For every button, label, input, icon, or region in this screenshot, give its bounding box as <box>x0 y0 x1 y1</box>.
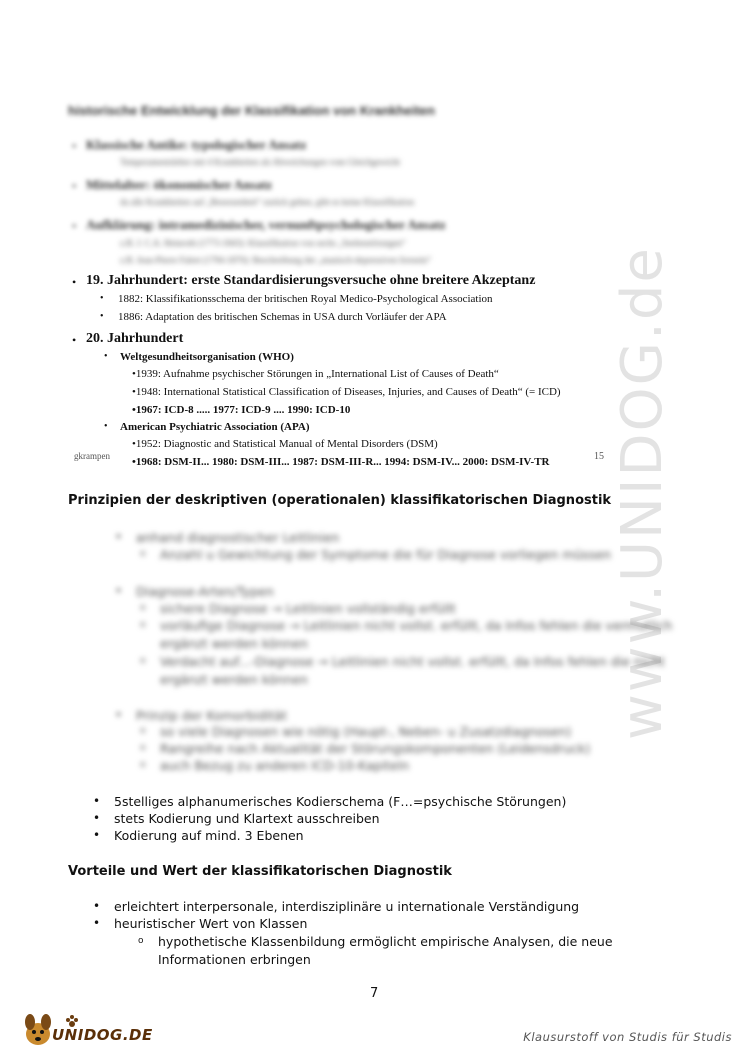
slide-subsubitem-text: 1968: DSM-II... 1980: DSM-III... 1987: DSM-III-R... 1994: DSM-IV... 2000: DSM-IV-TR <box>135 456 550 468</box>
slide-subitem: z.B. J. C.A. Heinroth (1773-1843): Klassifikation von sechs „Seelenstörungen“ <box>120 238 406 248</box>
slide-item: Klassische Antike: typologischer Ansatz <box>86 137 307 152</box>
slide-subsubitem: •1948: International Statistical Classification of Diseases, Injuries, and Causes of Death“ (= ICD) <box>132 386 561 398</box>
list-item: heuristischer Wert von Klassen <box>114 916 308 931</box>
sub-list-item: hypothetische Klassenbildung ermöglicht empirische Analysen, die neue <box>158 934 613 949</box>
slide-subsubitem-text: 1952: Diagnostic and Statistical Manual of Mental Disorders (DSM) <box>135 438 438 450</box>
bullet: • <box>72 333 77 347</box>
bullet: • <box>104 421 108 432</box>
bullet: • <box>93 916 101 930</box>
circle-bullet: o <box>140 743 146 753</box>
slide-subsubitem: •1967: ICD-8 ..... 1977: ICD-9 .... 1990: ICD-10 <box>132 404 351 416</box>
circle-bullet: o <box>140 726 146 736</box>
unidog-logo[interactable] <box>20 1010 160 1050</box>
bullet: • <box>72 275 77 289</box>
blurred-subitem-cont: ergänzt werden können <box>160 672 308 687</box>
slide-heading-20th: 20. Jahrhundert <box>86 331 184 346</box>
bullet: • <box>104 351 108 362</box>
circle-bullet: o <box>140 620 146 630</box>
list-item: Kodierung auf mind. 3 Ebenen <box>114 828 304 843</box>
sub-list-item-cont: Informationen erbringen <box>158 952 311 967</box>
footer-tagline: Klausurstoff von Studis für Studis <box>523 1030 732 1044</box>
blurred-subitem: Anzahl u Gewichtung der Symptome die für Diagnose vorliegen müssen <box>160 547 612 562</box>
slide-subsubitem-text: 1948: International Statistical Classification of Diseases, Injuries, and Causes of Death“ (= ICD) <box>135 386 561 398</box>
bullet: • <box>100 293 104 304</box>
slide-subsubitem: •1968: DSM-II... 1980: DSM-III... 1987: DSM-III-R... 1994: DSM-IV... 2000: DSM-IV-TR <box>132 456 550 468</box>
slide-apa: American Psychiatric Association (APA) <box>120 421 310 433</box>
list-item: erleichtert interpersonale, interdisziplinäre u internationale Verständigung <box>114 899 580 914</box>
blurred-subitem: so viele Diagnosen wie nötig (Haupt-, Neben- u Zusatzdiagnosen) <box>160 724 572 739</box>
blurred-subitem: Rangreihe nach Aktualität der Störungskomponenten (Leidensdruck) <box>160 741 591 756</box>
list-item: 5stelliges alphanumerisches Kodierschema (F…=psychische Störungen) <box>114 794 567 809</box>
blurred-subitem-cont: ergänzt werden können <box>160 636 308 651</box>
blurred-subitem: Verdacht auf...-Diagnose → Leitlinien nicht vollst. erfüllt, da Infos fehlen die nicht <box>160 654 665 669</box>
blurred-subitem: auch Bezug zu anderen ICD-10-Kapiteln <box>160 758 410 773</box>
slide-item: Mittelalter: ökonomischer Ansatz <box>86 177 273 192</box>
bullet: • <box>93 794 101 808</box>
slide-item: Aufklärung: intramedizinischer, vernunftpsychologischer Ansatz <box>86 217 446 232</box>
section2-heading: Vorteile und Wert der klassifikatorischen Diagnostik <box>68 864 452 879</box>
slide-author: gkrampen <box>74 451 110 461</box>
slide-subsubitem-text: 1939: Aufnahme psychischer Störungen in „International List of Causes of Death“ <box>135 368 499 380</box>
blurred-item: Diagnose-Arten/Typen <box>136 584 274 599</box>
slide-number: 15 <box>594 451 604 462</box>
lecture-slide-image <box>60 95 620 475</box>
watermark: www.UNIDOG.de <box>610 246 675 740</box>
slide-subitem: 1886: Adaptation des britischen Schemas in USA durch Vorläufer der APA <box>118 311 447 323</box>
bullet: • <box>100 311 104 322</box>
bullet: • <box>93 828 101 842</box>
slide-title: historische Entwicklung der Klassifikation von Krankheiten <box>68 103 435 118</box>
slide-subitem: Temperamentslehre mit 4 Krankheiten als Abweichungen vom Gleichgewicht <box>120 157 401 167</box>
slide-subitem: da alle Krankheiten auf „Besessenheit“ zurück gehen, gibt es keine Klassifikation <box>120 197 415 207</box>
slide-subsubitem-text: 1967: ICD-8 ..... 1977: ICD-9 .... 1990: ICD-10 <box>135 404 351 416</box>
section1-heading: Prinzipien der deskriptiven (operationalen) klassifikatorischen Diagnostik <box>68 493 612 508</box>
circle-bullet: o <box>138 936 144 946</box>
slide-subitem: 1882: Klassifikationsschema der britischen Royal Medico-Psychological Association <box>118 293 493 305</box>
circle-bullet: o <box>140 656 146 666</box>
page-number: 7 <box>370 986 379 1001</box>
blurred-subitem: sichere Diagnose → Leitlinien vollständig erfüllt <box>160 601 456 616</box>
slide-subsubitem: •1952: Diagnostic and Statistical Manual of Mental Disorders (DSM) <box>132 438 438 450</box>
bullet: • <box>115 584 123 598</box>
slide-subitem: z.B. Jean-Pierre Falret (1794-1870): Beschreibung der „manisch-depressiven Irresein“ <box>120 255 432 265</box>
logo-text: UNIDOG.DE <box>52 1026 153 1044</box>
blurred-item: anhand diagnostischer Leitlinien <box>136 530 340 545</box>
bullet: • <box>93 899 101 913</box>
bullet: • <box>115 708 123 722</box>
bullet: • <box>72 179 77 193</box>
circle-bullet: o <box>140 549 146 559</box>
list-item: stets Kodierung und Klartext ausschreiben <box>114 811 380 826</box>
circle-bullet: o <box>140 760 146 770</box>
bullet: • <box>93 811 101 825</box>
blurred-subitem: vorläufige Diagnose → Leitlinien nicht vollst. erfüllt, da Infos fehlen die vermutlich <box>160 618 673 633</box>
blurred-item: Prinzip der Komorbidität <box>136 708 287 723</box>
slide-subsubitem: •1939: Aufnahme psychischer Störungen in „International List of Causes of Death“ <box>132 368 499 380</box>
slide-heading-19th: 19. Jahrhundert: erste Standardisierungsversuche ohne breitere Akzeptanz <box>86 273 536 288</box>
bullet: • <box>72 219 77 233</box>
circle-bullet: o <box>140 603 146 613</box>
bullet: • <box>115 530 123 544</box>
slide-who: Weltgesundheitsorganisation (WHO) <box>120 351 294 363</box>
bullet: • <box>72 139 77 153</box>
